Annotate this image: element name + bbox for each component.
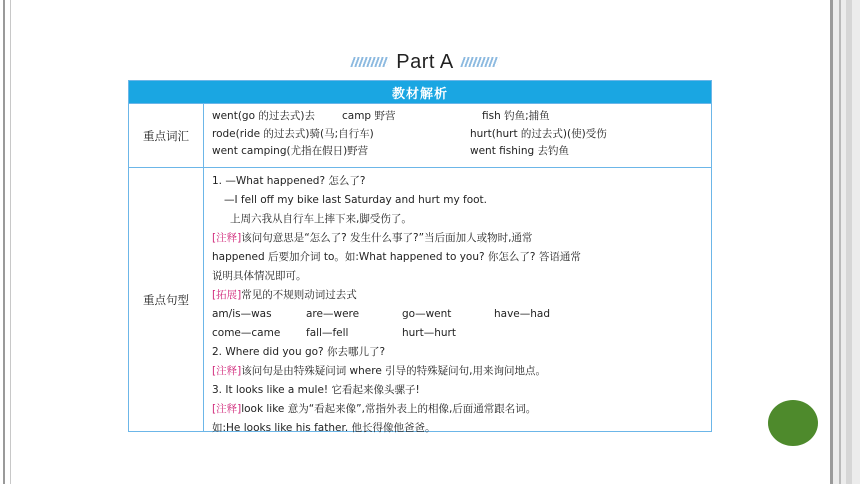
extension-tag: [拓展] (212, 289, 242, 301)
note-text: 该问句意思是“怎么了? 发生什么事了?”当后面加人或物时,通常 (241, 232, 533, 244)
analysis-panel (128, 80, 712, 432)
verb-pair: hurt—hurt (402, 327, 456, 339)
title-text: Part A (396, 50, 454, 73)
vocab-content (204, 104, 711, 167)
verb-pair: are—were (306, 308, 360, 320)
verb-pairs-row-1 (212, 305, 703, 324)
vocab-item: went(go 的过去式)去 (212, 110, 315, 122)
vocab-item: rode(ride 的过去式)骑(马;自行车) (212, 127, 374, 140)
extension-heading (212, 286, 703, 305)
title-decoration-right (460, 57, 500, 67)
sentence-2-note (212, 362, 703, 381)
vocab-label: 重点词汇 (129, 104, 204, 167)
sentence-1-note-cont: happened 后要加介词 to。如:What happened to you? 你怎么了? 答语通常 (212, 251, 581, 263)
vocab-item: hurt(hurt 的过去式)(使)受伤 (470, 127, 607, 140)
vocab-item: went camping(尤指在假日)野营 (212, 145, 369, 157)
sentence-1-question: 1. —What happened? 怎么了? (212, 175, 366, 187)
vocab-item: went fishing 去钓鱼 (470, 145, 569, 157)
slide-title (330, 48, 520, 76)
note-text: 该问句是由特殊疑问词 where 引导的特殊疑问句,用来询问地点。 (241, 365, 546, 377)
sentence-1-note (212, 229, 703, 248)
sentence-row (129, 167, 711, 434)
sentence-3-note-cont: 如:He looks like his father. 他长得像他爸爸。 (212, 422, 436, 434)
verb-pair: am/is—was (212, 308, 272, 320)
vocab-line-2 (212, 126, 703, 144)
vocab-row (129, 103, 711, 167)
sentence-label: 重点句型 (129, 168, 204, 431)
note-tag: [注释] (212, 403, 242, 415)
sentence-3-question: 3. It looks like a mule! 它看起来像头骡子! (212, 384, 420, 396)
verb-pairs-row-2 (212, 324, 703, 343)
sentence-3-note (212, 400, 703, 419)
vocab-item: fish 钓鱼;捕鱼 (482, 110, 550, 122)
verb-pair: come—came (212, 327, 281, 339)
sentence-1-translation: 上周六我从自行车上摔下来,脚受伤了。 (230, 213, 412, 225)
left-frame-border (0, 0, 11, 484)
note-tag: [注释] (212, 232, 242, 244)
sentence-1-answer: —I fell off my bike last Saturday and hurt my foot. (224, 194, 488, 206)
verb-pair: fall—fell (306, 327, 349, 339)
panel-header: 教材解析 (129, 81, 711, 103)
note-text: look like 意为“看起来像”,常指外表上的相像,后面通常跟名词。 (241, 403, 537, 415)
sentence-1-note-cont: 说明具体情况即可。 (212, 270, 307, 282)
title-decoration-left (350, 57, 390, 67)
extension-text: 常见的不规则动词过去式 (241, 289, 357, 301)
green-circle-decoration (768, 400, 818, 446)
vocab-line-1 (212, 108, 703, 126)
sentence-2-question: 2. Where did you go? 你去哪儿了? (212, 346, 386, 358)
right-frame-border (830, 0, 860, 484)
verb-pair: go—went (402, 308, 452, 320)
sentence-content (204, 168, 711, 434)
vocab-line-3 (212, 143, 703, 161)
verb-pair: have—had (494, 308, 551, 320)
vocab-item: camp 野营 (342, 110, 396, 122)
note-tag: [注释] (212, 365, 242, 377)
